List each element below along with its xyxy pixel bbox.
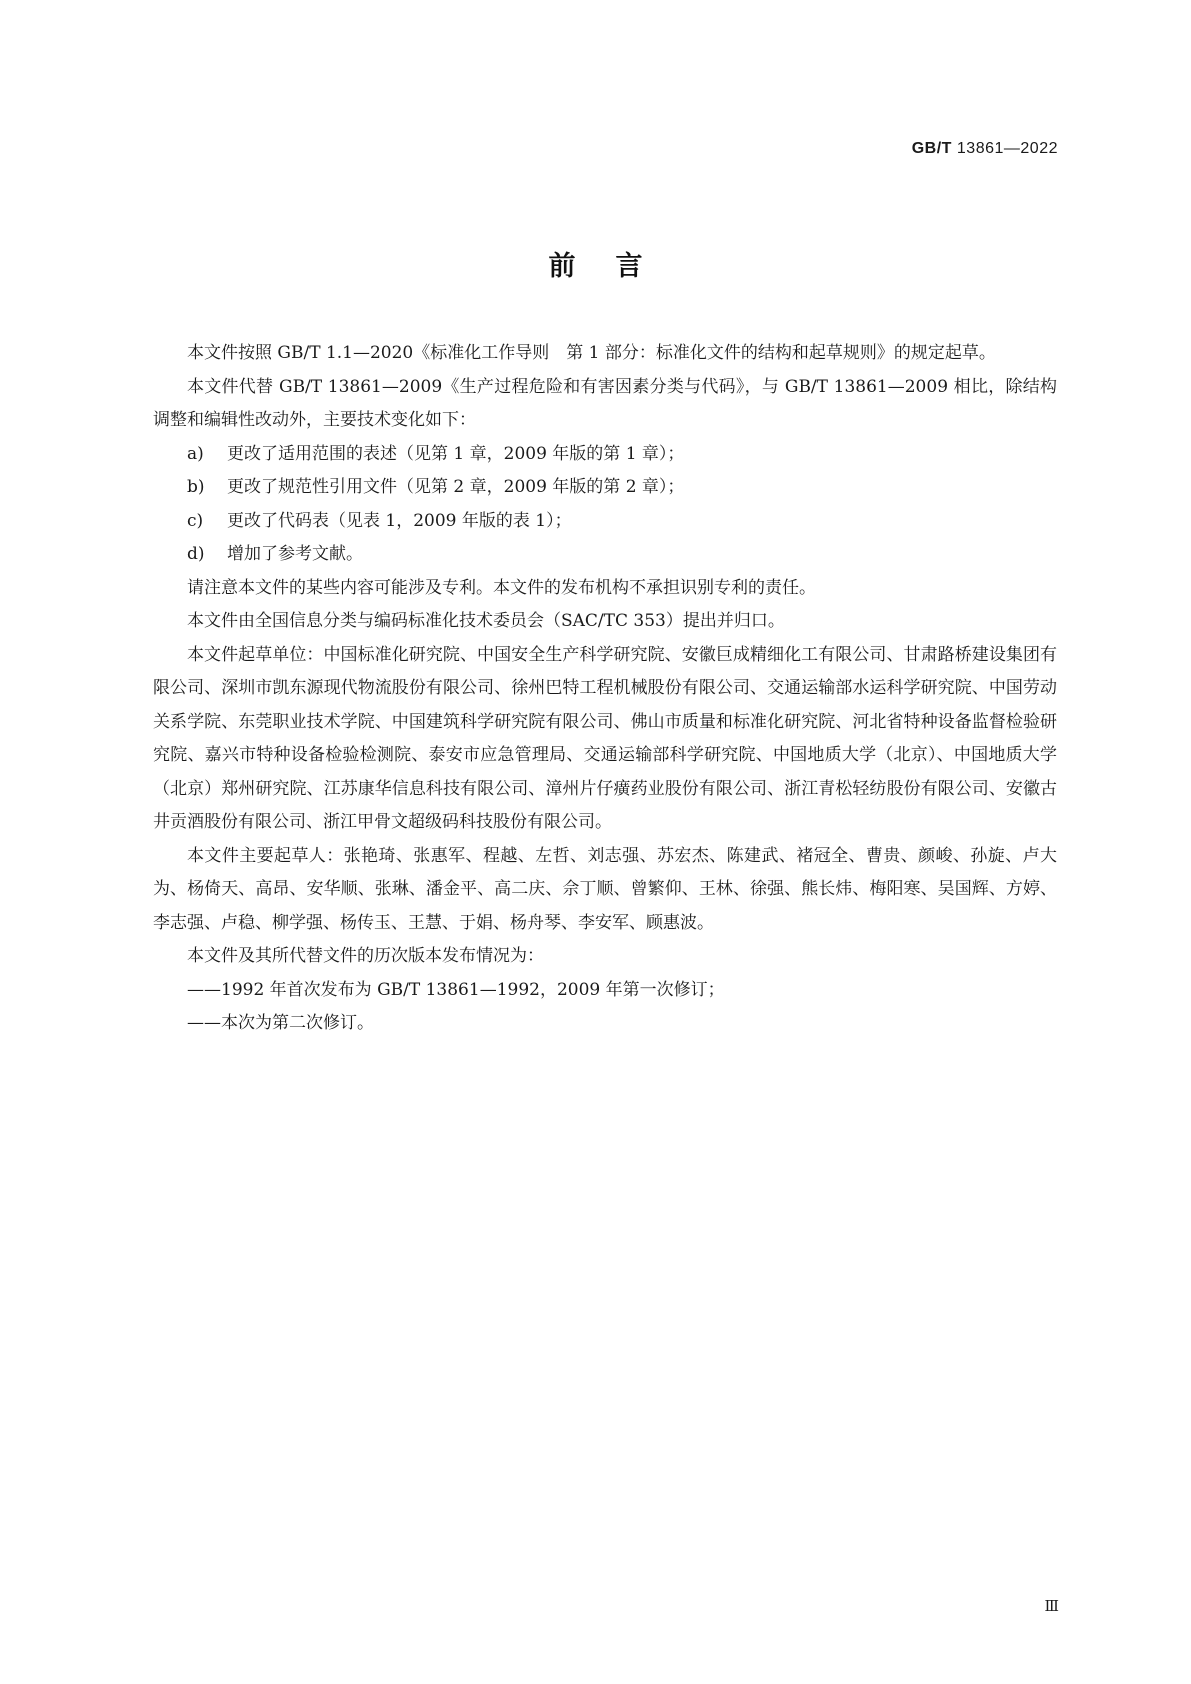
history-item: ——本次为第二次修订。 [187,1013,374,1033]
document-code-prefix: GB/T [911,140,952,157]
list-item-text: 增加了参考文献。 [227,544,363,564]
paragraph-drafters: 本文件主要起草人：张艳琦、张惠军、程越、左哲、刘志强、苏宏杰、陈建武、褚冠全、曹贵、颜峻、孙旋、卢大为、杨倚天、高昂、安华顺、张琳、潘金平、高二庆、佘丁顺、曾繁仰、王林、徐强、熊长炜、梅阳寒、吴国辉、方婷、李志强、卢稳、柳学强、杨传玉、王慧、于娟、杨舟琴、李安军、顾惠波。 [153,845,1057,933]
paragraph-committee: 本文件由全国信息分类与编码标准化技术委员会（SAC/TC 353）提出并归口。 [187,611,785,631]
page-title: 前言 [548,251,683,282]
foreword-body [153,337,1057,1041]
list-item [153,538,1057,572]
list-item-text: 更改了规范性引用文件（见第 2 章，2009 年版的第 2 章）； [227,477,685,497]
list-marker: c) [187,510,204,531]
list-marker: b) [187,477,205,497]
list-item [153,471,1057,505]
list-item [153,438,1057,472]
paragraph-history-intro: 本文件及其所代替文件的历次版本发布情况为： [187,946,544,966]
list-marker: a) [187,443,204,464]
page-number: Ⅲ [1044,1599,1059,1615]
paragraph-replacement: 本文件代替 GB/T 13861—2009《生产过程危险和有害因素分类与代码》，与 GB/T 13861—2009 相比，除结构调整和编辑性改动外，主要技术变化如下： [153,376,1057,430]
document-code [912,140,1058,158]
paragraph-patent-notice: 请注意本文件的某些内容可能涉及专利。本文件的发布机构不承担识别专利的责任。 [187,577,816,598]
list-item [153,505,1057,539]
paragraph-drafting-rules: 本文件按照 GB/T 1.1—2020《标准化工作导则 第 1 部分：标准化文件的结构和起草规则》的规定起草。 [187,343,996,363]
history-item: ——1992 年首次发布为 GB/T 13861—1992，2009 年第一次修订； [187,979,725,1000]
paragraph-drafting-units: 本文件起草单位：中国标准化研究院、中国安全生产科学研究院、安徽巨成精细化工有限公司、甘肃路桥建设集团有限公司、深圳市凯东源现代物流股份有限公司、徐州巴特工程机械股份有限公司、交通运输部水运科学研究院、中国劳动关系学院、东莞职业技术学院、中国建筑科学研究院有限公司、佛山市质量和标准化研究院、河北省特种设备监督检验研究院、嘉兴市特种设备检验检测院、泰安市应急管理局、交通运输部科学研究院、中国地质大学（北京）、中国地质大学（北京）郑州研究院、江苏康华信息科技有限公司、漳州片仔癀药业股份有限公司、浙江青松轻纺股份有限公司、安徽古井贡酒股份有限公司、浙江甲骨文超级码科技股份有限公司。 [153,644,1057,832]
list-marker: d) [187,544,205,564]
list-item-text: 更改了适用范围的表述（见第 1 章，2009 年版的第 1 章）； [227,443,685,464]
list-item-text: 更改了代码表（见表 1，2009 年版的表 1）； [227,510,572,531]
document-code-number: 13861—2022 [956,140,1058,157]
